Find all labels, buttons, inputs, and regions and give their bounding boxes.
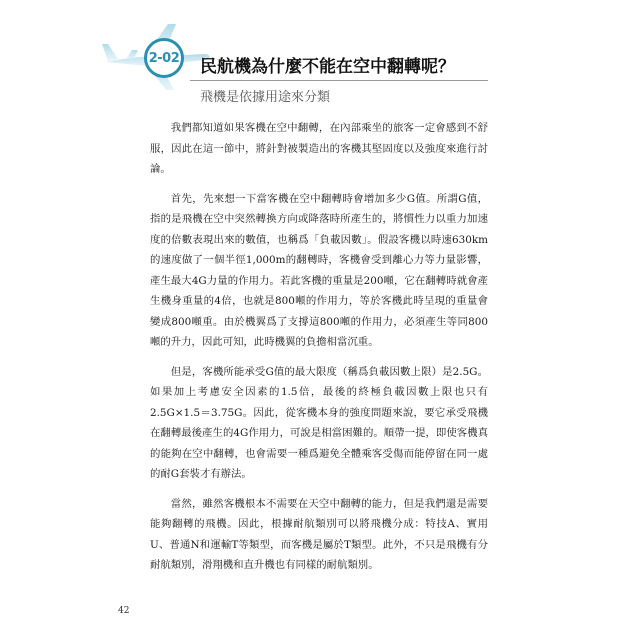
paragraph: 但是，客機所能承受G值的最大限度（稱爲負載因數上限）是2.5G。如果加上考慮安全因素的1.5倍，最後的終極負載因數上限也只有2.5G×1.5＝3.75G。因此，從客機本身的強度問題來說，要它承受飛機在翻轉最後產生的4G作用力，可說是相當困難的。順帶一提，即使客機真的能夠在空中翻轉，也會需要一種爲避免全體乘客受傷而能停留在同一處的耐G套裝才有辦法。	[150, 365, 488, 480]
title-divider	[190, 80, 488, 81]
paragraph: 首先，先來想一下當客機在空中翻轉時會增加多少G值。所謂G值，指的是飛機在空中突然轉換方向或降落時所產生的，將慣性力以重力加速度的倍數表現出來的數值，也稱爲「負載因數」。假設客機以時速630km的速度做了一個半徑1,000m的翻轉時，客機會受到離心力等力量影響，產生最大4G力量的作用力。若此客機的重量是200噸，它在翻轉時就會產生機身重量的4倍，也就是800噸的作用力，等於客機此時呈現的重量會變成800噸重。由於機翼爲了支撐這800噸的作用力，必須產生等同800噸的升力，因此可知，此時機翼的負擔相當沉重。	[150, 192, 488, 348]
section-number: 2-02	[148, 50, 180, 66]
article-body	[150, 118, 488, 585]
page-number: 42	[118, 606, 130, 616]
paragraph: 當然，雖然客機根本不需要在天空中翻轉的能力，但是我們還是需要能夠翻轉的飛機。因此，根據耐航類別可以將飛機分成：特技A、實用U、普通N和運輸T等類型，而客機是屬於T類型。此外，不只是飛機有分耐航類別，滑翔機和直升機也有同樣的耐航類別。	[150, 497, 488, 571]
page-title: 民航機為什麼不能在空中翻轉呢？	[200, 57, 455, 77]
paragraph: 我們都知道如果客機在空中翻轉，在內部乘坐的旅客一定會感到不舒服，因此在這一節中，將針對被製造出的客機其堅固度以及強度來進行討論。	[150, 122, 488, 175]
section-number-badge	[144, 38, 184, 78]
page-subtitle: 飛機是依據用途來分類	[200, 90, 331, 105]
